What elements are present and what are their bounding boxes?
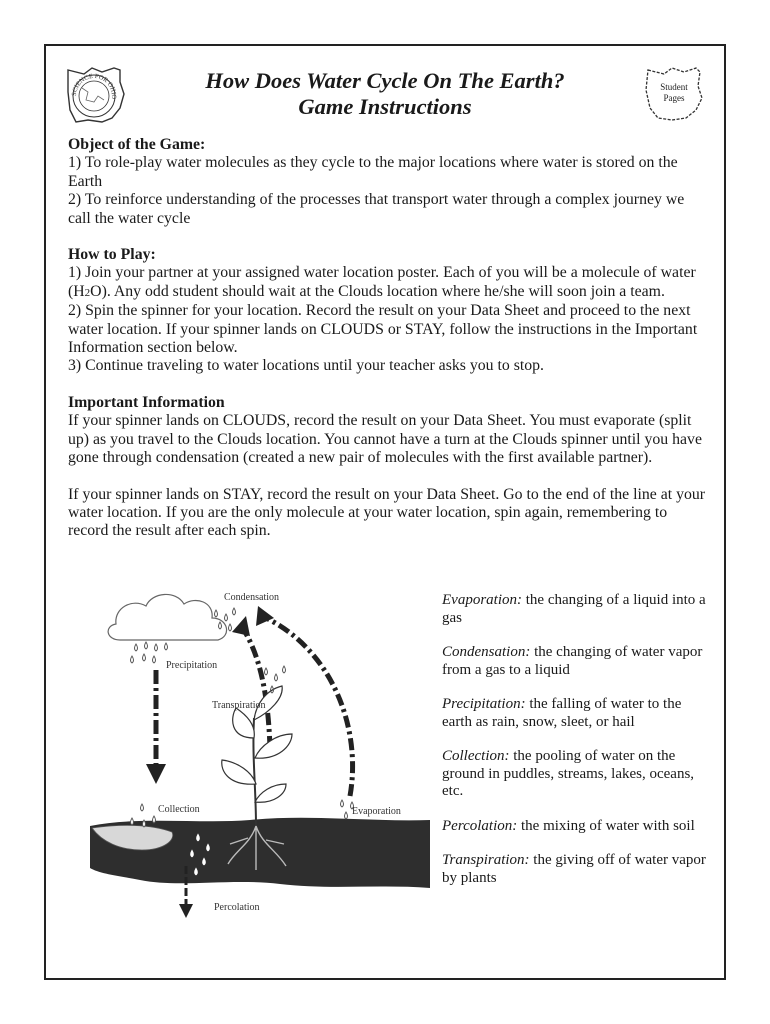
- info-heading: Important Information: [68, 393, 225, 411]
- precipitation-arrowhead: [146, 764, 166, 784]
- percolation-arrowhead: [179, 904, 193, 918]
- rain-drops-icon: [131, 642, 168, 663]
- how-heading: How to Play:: [68, 246, 156, 264]
- logo-student-text: Student: [660, 82, 688, 92]
- logo-pages-text: Pages: [663, 93, 685, 103]
- how-item-3: 3) Continue traveling to water locations until your teacher asks you to stop.: [68, 357, 544, 375]
- definition-item: Evaporation: the changing of a liquid into a gas: [442, 592, 706, 626]
- logo-ring-text: SCIENCE FOR OHIO: [70, 72, 118, 100]
- label-condensation: Condensation: [224, 592, 279, 603]
- definitions-list: [442, 592, 712, 904]
- definition-item: Transpiration: the giving off of water vapor by plants: [442, 852, 706, 886]
- cloud-icon: [108, 594, 226, 640]
- definition-item: Collection: the pooling of water on the ground in puddles, streams, lakes, oceans, etc.: [442, 748, 695, 799]
- how-item-2: 2) Spin the spinner for your location. Record the result on your Data Sheet and proceed to the next water location. If your spinner lands on CLOUDS or STAY, follow the instructions in the Important Information section below.: [68, 302, 698, 357]
- instructions-body: [68, 136, 708, 541]
- label-collection: Collection: [158, 804, 200, 815]
- label-transpiration: Transpiration: [212, 700, 266, 711]
- science-for-ohio-logo: [62, 64, 130, 126]
- label-evaporation: Evaporation: [352, 806, 401, 817]
- condensation-drops-icon: [215, 608, 236, 631]
- title-line-1: How Does Water Cycle On The Earth?: [205, 68, 565, 93]
- water-cycle-diagram: [80, 588, 430, 938]
- object-heading: Object of the Game:: [68, 136, 206, 153]
- transpiration-arrowhead: [232, 616, 250, 636]
- evaporation-arrow: [262, 616, 353, 796]
- student-pages-logo: [640, 64, 708, 124]
- info-para-1: If your spinner lands on CLOUDS, record the result on your Data Sheet. You must evaporate (split up) as you travel to the Clouds location. You cannot have a turn at the Clouds spinner until you have gone through condensation (created a new pair of molecules with the first available partner).: [68, 412, 702, 467]
- definition-item: Precipitation: the falling of water to the earth as rain, snow, sleet, or hail: [442, 696, 682, 730]
- label-precipitation: Precipitation: [166, 660, 218, 671]
- page-title: [150, 68, 620, 120]
- label-percolation: Percolation: [214, 902, 260, 913]
- evaporation-arrowhead: [256, 606, 274, 626]
- svg-text:SCIENCE FOR OHIO: [71, 73, 117, 100]
- object-item-1: 1) To role-play water molecules as they cycle to the major locations where water is stored on the Earth: [68, 154, 678, 190]
- title-line-2: Game Instructions: [298, 94, 472, 119]
- definition-item: Condensation: the changing of water vapor from a gas to a liquid: [442, 644, 703, 678]
- definition-item: Percolation: the mixing of water with soil: [442, 817, 695, 834]
- object-item-2: 2) To reinforce understanding of the processes that transport water through a complex journey we call the water cycle: [68, 191, 685, 227]
- how-item-1: 1) Join your partner at your assigned water location poster. Each of you will be a molecule of water (H2O). Any odd student should wait at the Clouds location where he/she will soon join a team.: [68, 264, 696, 300]
- info-para-2: If your spinner lands on STAY, record the result on your Data Sheet. Go to the end of the line at your water location. If you are the only molecule at your water location, spin again, remembering to record the result after each spin.: [68, 485, 706, 540]
